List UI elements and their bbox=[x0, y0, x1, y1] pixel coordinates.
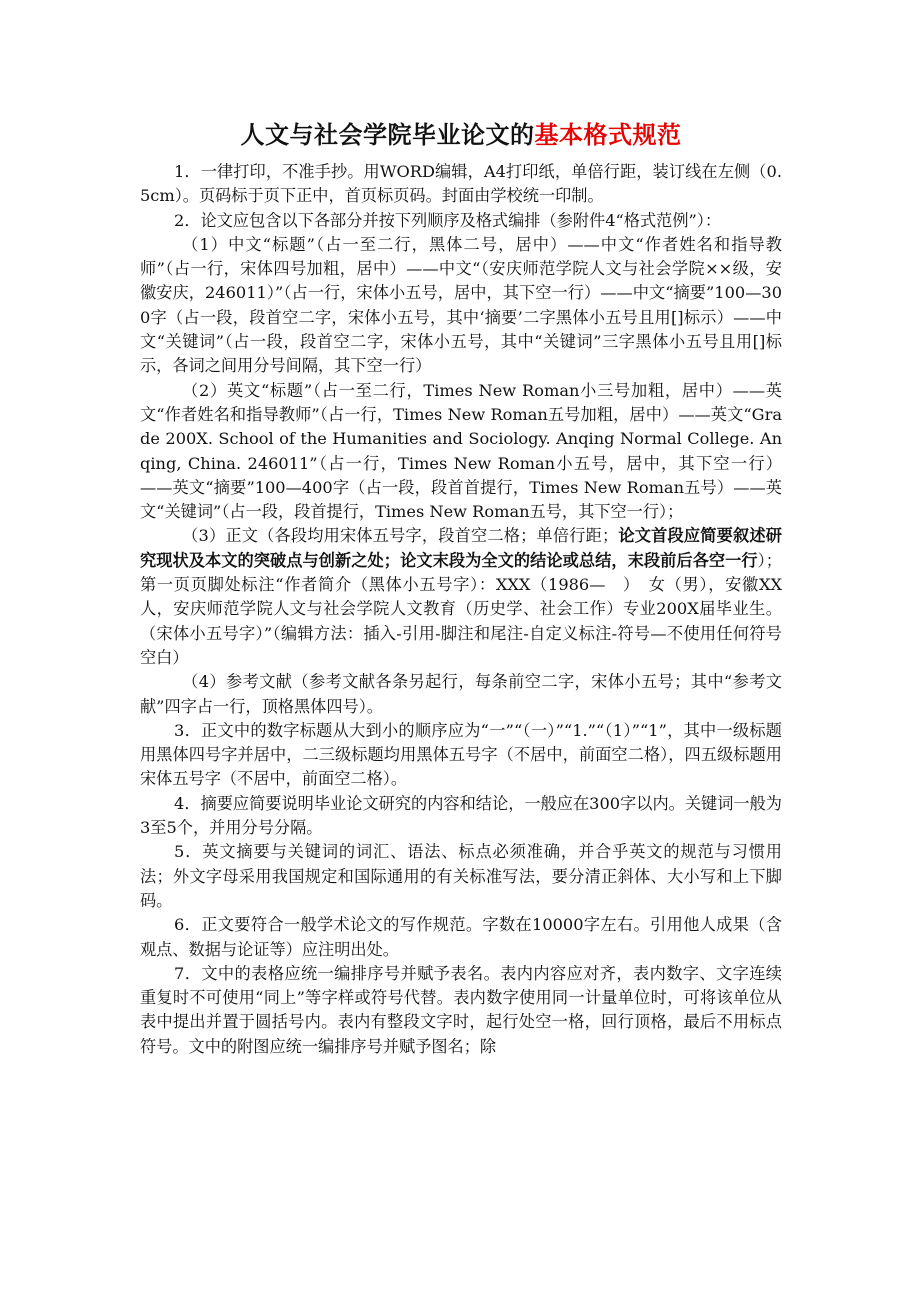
paragraph-2-3 bbox=[140, 524, 782, 670]
document-page bbox=[140, 116, 782, 1059]
paragraph-2-3-emphasis: 论文首段应简要叙述研究现状及本文的突破点与创新之处；论文末段为全文的结论或总结，末段前后各空一行 bbox=[140, 526, 782, 570]
paragraph-2: 2．论文应包含以下各部分并按下列顺序及格式编排（参附件4“格式范例”）： bbox=[174, 210, 722, 230]
paragraph-3: 3．正文中的数字标题从大到小的顺序应为“一”“（一）”“1.”“（1）”“1”，其中一级标题用黑体四号字并居中，二三级标题均用黑体五号字（不居中，前面空二格），四五级标题用宋体五号字（不居中，前面空二格）。 bbox=[140, 720, 782, 789]
paragraph-7: 7．文中的表格应统一编排序号并赋予表名。表内内容应对齐，表内数字、文字连续重复时不可使用“同上”等字样或符号代替。表内数字使用同一计量单位时，可将该单位从表中提出并置于圆括号内。表内有整段文字时，起行处空一格，回行顶格，最后不用标点符号。文中的附图应统一编排序号并赋予图名；除 bbox=[140, 963, 782, 1056]
paragraph-1: 1．一律打印，不准手抄。用WORD编辑，A4打印纸，单倍行距，装订线在左侧（0.5cm）。页码标于页下正中，首页标页码。封面由学校统一印制。 bbox=[140, 162, 782, 206]
paragraph-5: 5．英文摘要与关键词的词汇、语法、标点必须准确，并合乎英文的规范与习惯用法；外文字母采用我国规定和国际通用的有关标准写法，要分清正斜体、大小写和上下脚码。 bbox=[140, 842, 782, 910]
title-accent: 基本格式规范 bbox=[534, 120, 682, 149]
paragraph-4: 4．摘要应简要说明毕业论文研究的内容和结论，一般应在300字以内。关键词一般为3至5个，并用分号分隔。 bbox=[140, 793, 782, 838]
paragraph-2-3-lead: （3）正文（各段均用宋体五号字，段首空二格；单倍行距； bbox=[182, 526, 619, 546]
paragraph-2-2: （2）英文“标题”（占一至二行，Times New Roman小三号加粗，居中）——英文“作者姓名和指导教师”（占一行，Times New Roman五号加粗，居中）——英文“Grade 200X. School of the Humanities and Sociology. Anqing Normal College. Anqing, China. 246011”（占一行，Times New Roman小五号，居中，其下空一行）——英文“摘要”100—400字（占一段，段首首提行，Times New Roman五号）——英文“关键词”（占一段，段首提行，Times New Roman五号，其下空一行）； bbox=[140, 380, 782, 522]
paragraph-2-4: （4）参考文献（参考文献各条另起行，每条前空二字，宋体小五号；其中“参考文献”四字占一行，顶格黑体四号）。 bbox=[140, 672, 782, 716]
paragraph-2-1: （1）中文“标题”（占一至二行，黑体二号，居中）——中文“作者姓名和指导教师”（占一行，宋体四号加粗，居中）——中文“（安庆师范学院人文与社会学院××级，安徽安庆，246011）”（占一行，宋体小五号，居中，其下空一行）——中文“摘要”100—300字（占一段，段首空二字，宋体小五号，其中‘摘要’二字黑体小五号且用[]标示）——中文“关键词”（占一段，段首空二字，宋体小五号，其中“关键词”三字黑体小五号且用[]标示，各词之间用分号间隔，其下空一行） bbox=[140, 234, 782, 376]
page-title bbox=[140, 116, 782, 154]
paragraph-2-3-tail: ）；第一页页脚处标注“作者简介（黑体小五号字）：XXX（1986— ） 女（男），安徽XX人，安庆师范学院人文与社会学院人文教育（历史学、社会工作）专业200X届毕业生。（宋体小五号字）”（编辑方法：插入-引用-脚注和尾注-自定义标注-符号—不使用任何符号空白） bbox=[140, 550, 782, 667]
title-main: 人文与社会学院毕业论文的 bbox=[240, 120, 535, 149]
paragraph-6: 6．正文要符合一般学术论文的写作规范。字数在10000字左右。引用他人成果（含观点、数据与论证等）应注明出处。 bbox=[140, 915, 782, 959]
